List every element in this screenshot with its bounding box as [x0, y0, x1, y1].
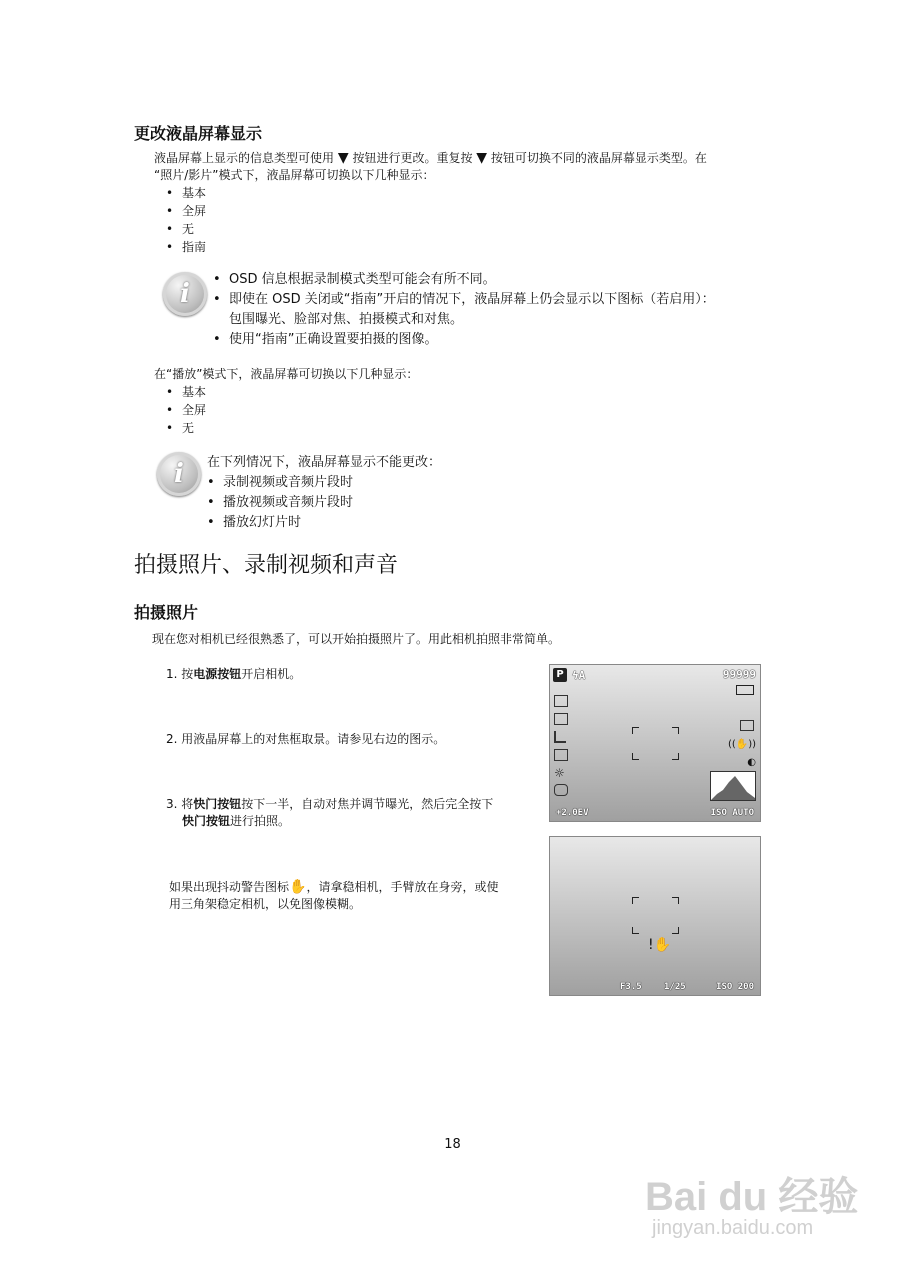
note-item: • 播放视频或音频片段时: [207, 493, 353, 513]
quality-icon: [554, 713, 568, 725]
list-item: • 全屏: [166, 202, 206, 220]
aperture-value: F3.5: [620, 982, 642, 992]
program-mode-icon: P: [553, 668, 567, 682]
display-icon: [740, 720, 754, 731]
note-item: • 录制视频或音频片段时: [207, 473, 353, 493]
iso-value: ISO AUTO: [710, 808, 754, 818]
list-item: • 无: [166, 220, 206, 238]
white-balance-icon: ☼: [554, 766, 565, 780]
iso-value: ISO 200: [716, 982, 754, 992]
metering-icon: [554, 749, 568, 761]
note-item: • OSD 信息根据录制模式类型可能会有所不同。: [213, 270, 793, 290]
note-list: [213, 270, 793, 350]
display-mode-list: [166, 184, 206, 256]
list-item: • 无: [166, 419, 206, 437]
note-item: • 播放幻灯片时: [207, 513, 353, 533]
intro-paragraph: [154, 150, 794, 184]
focus-mode-icon: [554, 731, 566, 743]
list-item: • 基本: [166, 383, 206, 401]
shot-count: 99999: [722, 668, 756, 681]
down-arrow-icon: ▼: [337, 150, 349, 166]
playback-list: [166, 383, 206, 437]
down-arrow-icon: ▼: [476, 150, 488, 166]
chapter-title: 拍摄照片、录制视频和声音: [134, 553, 399, 578]
step-3: 3. 将快门按钮按下一半，自动对焦并调节曝光，然后完全按下 快门按钮进行拍照。: [166, 797, 494, 828]
intro-text-c: 按钮可切换不同的液晶屏幕显示类型。在: [490, 151, 707, 165]
hand-shake-icon: ✋: [289, 879, 307, 895]
face-detect-icon: [554, 784, 568, 796]
histogram: [710, 771, 756, 801]
intro-paragraph: 现在您对相机已经很熟悉了，可以开始拍摄照片了。用此相机拍照非常简单。: [152, 632, 561, 646]
list-item: • 指南: [166, 238, 206, 256]
intro-text-a: 液晶屏幕上显示的信息类型可使用: [154, 151, 335, 165]
list-item: • 全屏: [166, 401, 206, 419]
shake-warning-text: 如果出现抖动警告图标✋，请拿稳相机，手臂放在身旁，或使 用三角架稳定相机，以免图像模糊。: [169, 879, 499, 911]
intro-text-b: 按钮进行更改。重复按: [352, 151, 473, 165]
step-1: 1. 按电源按钮开启相机。: [166, 667, 302, 681]
battery-icon: [736, 685, 754, 695]
info-icon: i: [163, 272, 207, 316]
note-item: • 使用“指南”正确设置要拍摄的图像。: [213, 330, 793, 350]
section-title: 更改液晶屏幕显示: [134, 124, 263, 143]
shutter-value: 1/25: [664, 982, 686, 992]
ev-value: +2.0EV: [556, 808, 589, 818]
baidu-watermark-logo: Bai du 经验: [645, 1175, 859, 1219]
note2-list: [207, 473, 353, 533]
info-icon: i: [157, 452, 201, 496]
note-item: • 即使在 OSD 关闭或“指南”开启的情况下，液晶屏幕上仍会显示以下图标（若启用）： 包围曝光、脸部对焦、拍摄模式和对焦。: [213, 290, 793, 330]
playback-intro: 在“播放”模式下，液晶屏幕可切换以下几种显示：: [154, 367, 419, 381]
histogram-graph: [711, 772, 755, 800]
intro-text-line2: “照片/影片”模式下，液晶屏幕可切换以下几种显示：: [154, 168, 435, 182]
note2-title: 在下列情况下，液晶屏幕显示不能更改：: [207, 455, 442, 470]
step-2: 2. 用液晶屏幕上的对焦框取景。请参见右边的图示。: [166, 732, 446, 746]
baidu-watermark-url: jingyan.baidu.com: [652, 1217, 814, 1239]
saturation-contrast-icon: ◐: [747, 757, 756, 768]
subsection-title: 拍摄照片: [134, 603, 199, 622]
lcd-screen-full: [549, 664, 761, 822]
list-item: • 基本: [166, 184, 206, 202]
flash-auto-icon: ϟA: [572, 669, 586, 682]
hand-shake-icon: !✋: [648, 937, 672, 953]
lcd-screen-shake: [549, 836, 761, 996]
page-number: 18: [444, 1137, 461, 1152]
stabilizer-icon: ((✋)): [727, 739, 756, 750]
resolution-icon: [554, 695, 568, 707]
